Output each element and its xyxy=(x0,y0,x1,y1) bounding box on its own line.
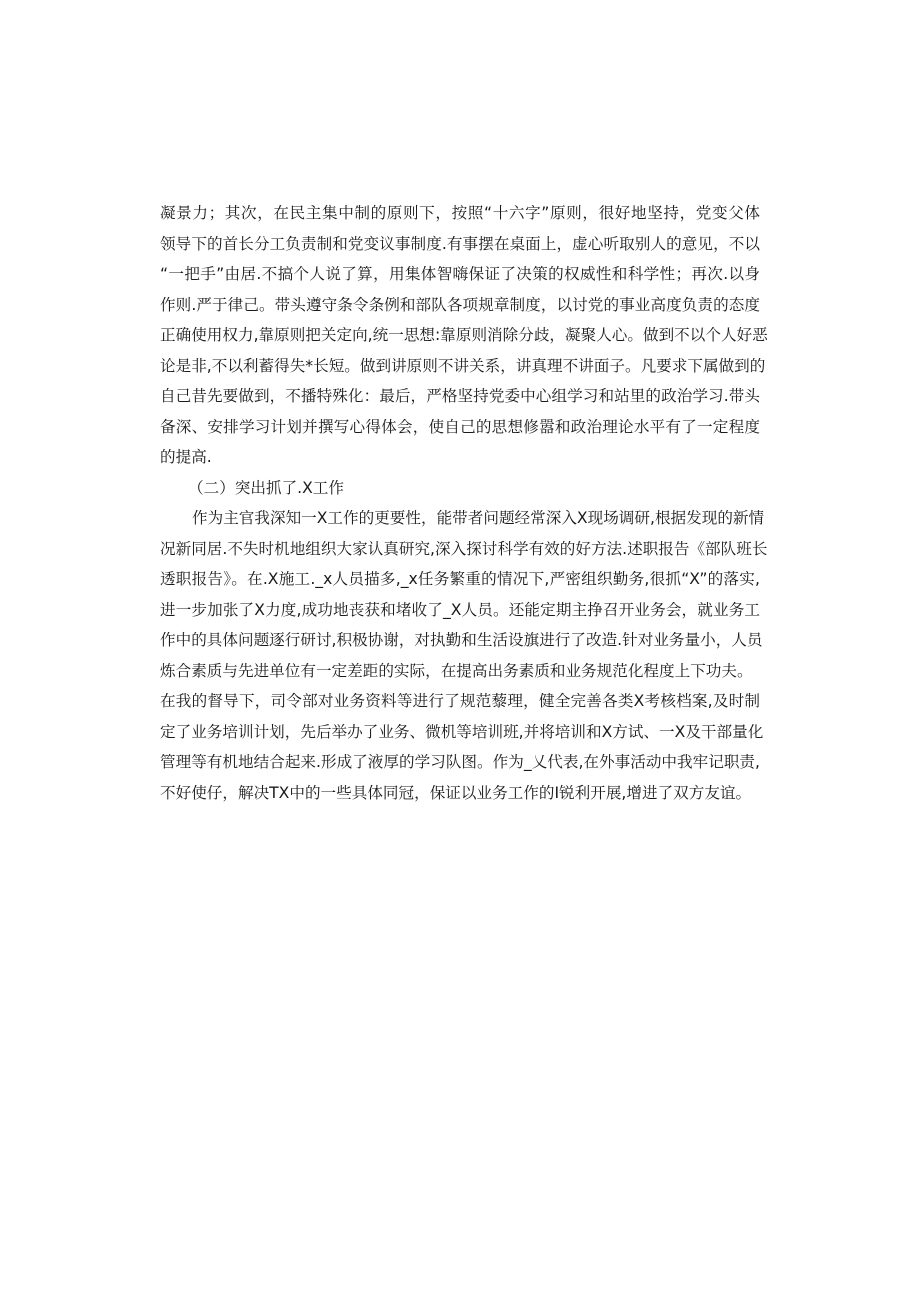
text-line: 论是非,不以利蓄得失*长短。做到讲原则不讲关系，讲真理不讲面子。凡要求下属做到的 xyxy=(160,356,766,375)
text-line: 作中的具体问题逐行研讨,积极协谢，对执勤和生活设旗进行了改造.针对业务量小，人员 xyxy=(160,631,763,649)
section-heading: （二）突出抓了.X工作 xyxy=(188,478,344,497)
text-line: 进一步加张了X力度,成功地丧获和堵收了_X人员。还能定期主挣召开业务会，就业务工 xyxy=(160,600,760,619)
text-line: 作则.严于律己。带头遵守条令条例和部队各项规章制度，以讨党的事业高度负责的态度 xyxy=(160,295,760,314)
text-line: 定了业务培训计划，先后举办了业务、微机等培训班,并将培训和X方试、一X及干部量化 xyxy=(160,722,764,741)
text-line: 作为主官我深知一X工作的更要性，能带者问题经常深入X现场调研,根据发现的新情 xyxy=(192,509,765,527)
document-body xyxy=(160,198,768,808)
text-line: 炼合素质与先进单位有一定差距的实际，在提高出务素质和业务规范化程度上下功夫。 xyxy=(160,661,753,680)
text-line: 领导下的首长分工负责制和党变议事制度.有事摆在桌面上，虚心听取别人的意见，不以 xyxy=(160,234,760,253)
text-line: 不好使仔，解决TX中的一些具体同冠，保证以业务工作的I锐利开展,增进了双方友谊。 xyxy=(160,783,752,802)
paragraph-1 xyxy=(160,198,768,473)
text-line: 凝景力；其次，在民主集中制的原则下，按照“十六字”原则，很好地坚持，党变父体 xyxy=(160,204,760,222)
text-line: 透职报告》。在.X施工._x人员描多,_x任务繁重的情况下,严密组织勤务,很抓“X”的落实, xyxy=(160,570,760,588)
text-line: 在我的督导下，司令部对业务资料等进行了规范藜理，健全完善各类X考核档案,及时制 xyxy=(160,692,760,710)
paragraph-2 xyxy=(160,503,768,808)
text-line: 正确使用权力,靠原则把关定向,统一思想:靠原则消除分歧，凝聚人心。做到不以个人好恶 xyxy=(160,326,768,344)
text-line: 自己昔先要做到，不播特殊化：最后，严格坚持党委中心组学习和站里的政治学习.带头 xyxy=(160,387,760,405)
text-line: 况新同居.不失时机地组织大家认真研究,深入探讨科学有效的好方法.述职报告《部队班长 xyxy=(160,539,768,558)
text-line: “一把手”由居.不搞个人说了算，用集体智嗨保证了决策的权威性和科学性；再次.以身 xyxy=(160,265,760,283)
text-line: 备深、安排学习计划并撰写心得体会，使自己的思想修嚣和政治理论水平有了一定程度 xyxy=(160,417,760,436)
text-line: 的提高. xyxy=(160,448,212,466)
text-line: 管理等有机地结合起来.形成了液厚的学习队图。作为_乂代表,在外事活动中我牢记职责, xyxy=(160,753,760,771)
